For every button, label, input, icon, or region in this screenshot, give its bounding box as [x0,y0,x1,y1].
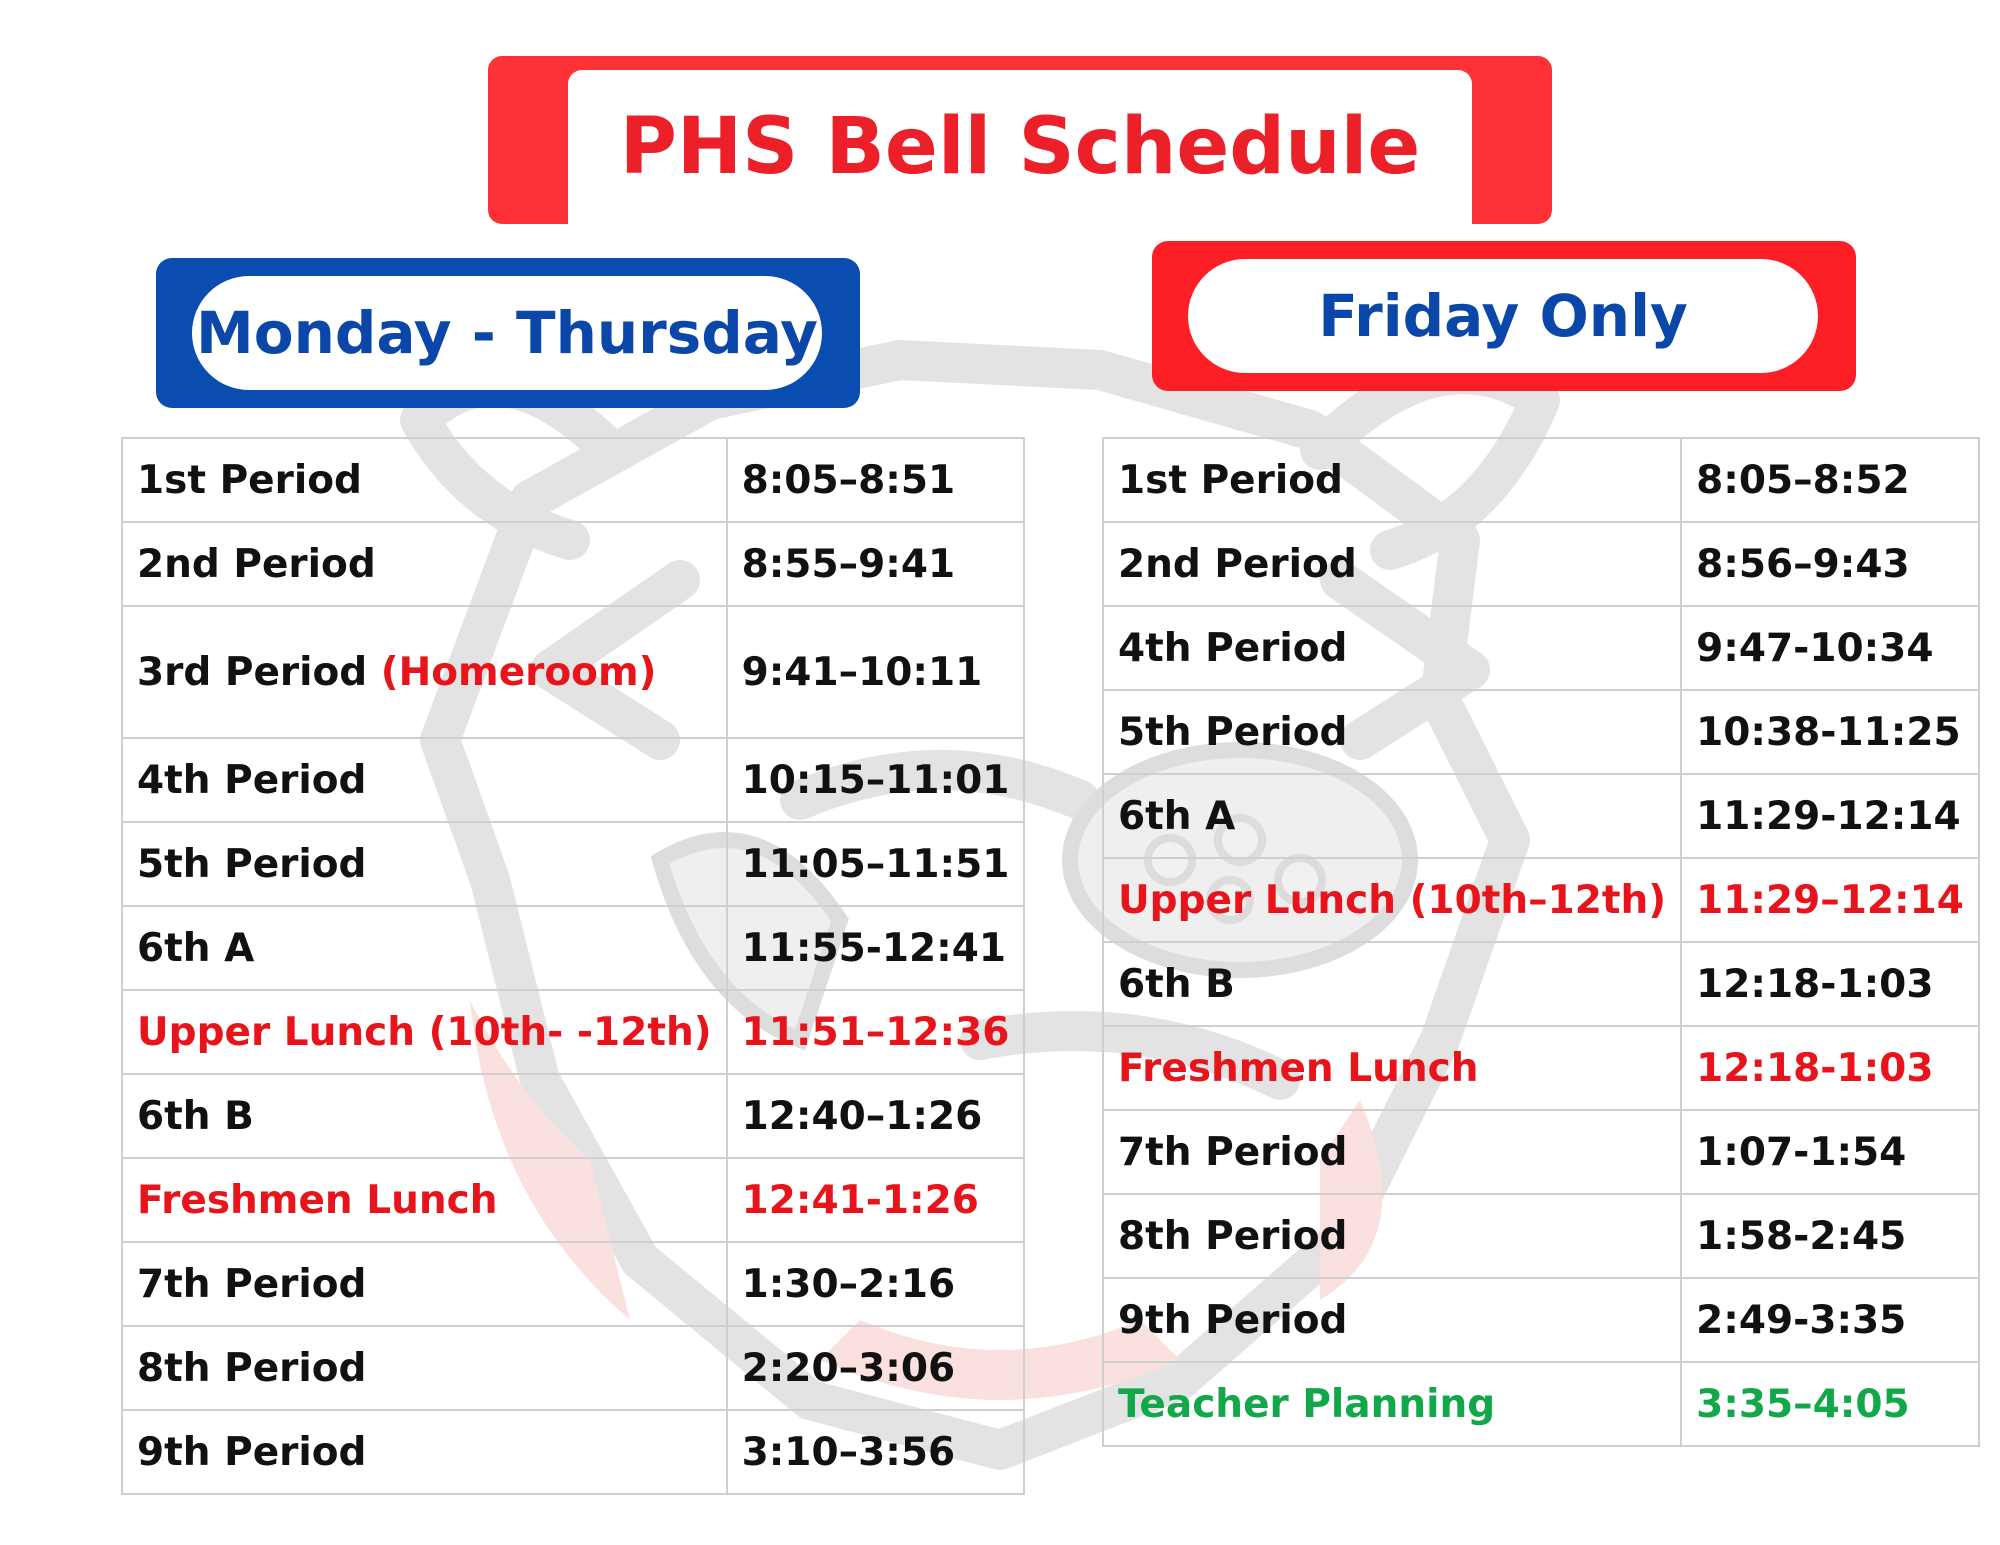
period-name: 9th Period [122,1410,727,1494]
title-banner [568,70,1472,224]
table-row [1103,774,1979,858]
table-row [122,522,1024,606]
mon-thu-header [192,276,822,390]
period-name: 6th B [1103,942,1681,1026]
table-row [1103,690,1979,774]
period-time: 11:05–11:51 [727,822,1025,906]
table-row-lunch [1103,858,1979,942]
period-name: Freshmen Lunch [122,1158,727,1242]
table-row [1103,1278,1979,1362]
period-name: 4th Period [122,738,727,822]
table-row [1103,942,1979,1026]
period-time: 12:18-1:03 [1681,942,1979,1026]
table-row-lunch [1103,1026,1979,1110]
mon-thu-schedule-table [121,437,1025,1495]
period-name: 1st Period [1103,438,1681,522]
period-name: 4th Period [1103,606,1681,690]
table-row [122,1074,1024,1158]
period-time: 8:05–8:52 [1681,438,1979,522]
period-time: 12:18-1:03 [1681,1026,1979,1110]
period-time: 12:41-1:26 [727,1158,1025,1242]
table-row [1103,606,1979,690]
period-name: 7th Period [122,1242,727,1326]
table-row [1103,438,1979,522]
period-time: 10:38-11:25 [1681,690,1979,774]
table-row [1103,1194,1979,1278]
period-time: 1:58-2:45 [1681,1194,1979,1278]
period-time: 10:15–11:01 [727,738,1025,822]
period-time: 11:29-12:14 [1681,774,1979,858]
period-time: 12:40–1:26 [727,1074,1025,1158]
homeroom-note: (Homeroom) [380,649,657,695]
period-name: 3rd Period [137,649,381,695]
table-row [122,738,1024,822]
period-name: Freshmen Lunch [1103,1026,1681,1110]
period-time: 1:30–2:16 [727,1242,1025,1326]
period-time: 1:07-1:54 [1681,1110,1979,1194]
table-row [122,822,1024,906]
friday-header-label: Friday Only [1318,282,1688,350]
period-time: 3:10–3:56 [727,1410,1025,1494]
period-time: 11:51–12:36 [727,990,1025,1074]
table-row [122,906,1024,990]
mon-thu-header-label: Monday - Thursday [196,299,818,367]
table-row [122,606,1024,738]
period-name: 9th Period [1103,1278,1681,1362]
period-time: 9:47-10:34 [1681,606,1979,690]
period-time: 11:29–12:14 [1681,858,1979,942]
period-name: 5th Period [1103,690,1681,774]
period-name: Upper Lunch (10th–12th) [1103,858,1681,942]
period-name: 6th A [122,906,727,990]
period-time: 8:56–9:43 [1681,522,1979,606]
table-row-lunch [122,1158,1024,1242]
table-row-lunch [122,990,1024,1074]
table-row [122,1326,1024,1410]
table-row [1103,1110,1979,1194]
period-time: 8:55–9:41 [727,522,1025,606]
period-name-cell [122,606,727,738]
period-name: 6th A [1103,774,1681,858]
table-row [122,438,1024,522]
period-name: 7th Period [1103,1110,1681,1194]
period-name: 6th B [122,1074,727,1158]
period-time: 8:05–8:51 [727,438,1025,522]
period-name: Upper Lunch (10th- -12th) [122,990,727,1074]
friday-schedule-table [1102,437,1980,1447]
period-name: 8th Period [1103,1194,1681,1278]
period-time: 11:55-12:41 [727,906,1025,990]
friday-header [1188,259,1818,373]
period-name: 2nd Period [1103,522,1681,606]
period-name: 1st Period [122,438,727,522]
table-row [122,1410,1024,1494]
period-name: 5th Period [122,822,727,906]
period-time: 9:41–10:11 [727,606,1025,738]
period-name: 8th Period [122,1326,727,1410]
table-row-planning [1103,1362,1979,1446]
period-time: 2:49-3:35 [1681,1278,1979,1362]
period-time: 3:35–4:05 [1681,1362,1979,1446]
period-name: Teacher Planning [1103,1362,1681,1446]
page-title: PHS Bell Schedule [619,102,1421,192]
table-row [1103,522,1979,606]
period-time: 2:20–3:06 [727,1326,1025,1410]
period-name: 2nd Period [122,522,727,606]
table-row [122,1242,1024,1326]
